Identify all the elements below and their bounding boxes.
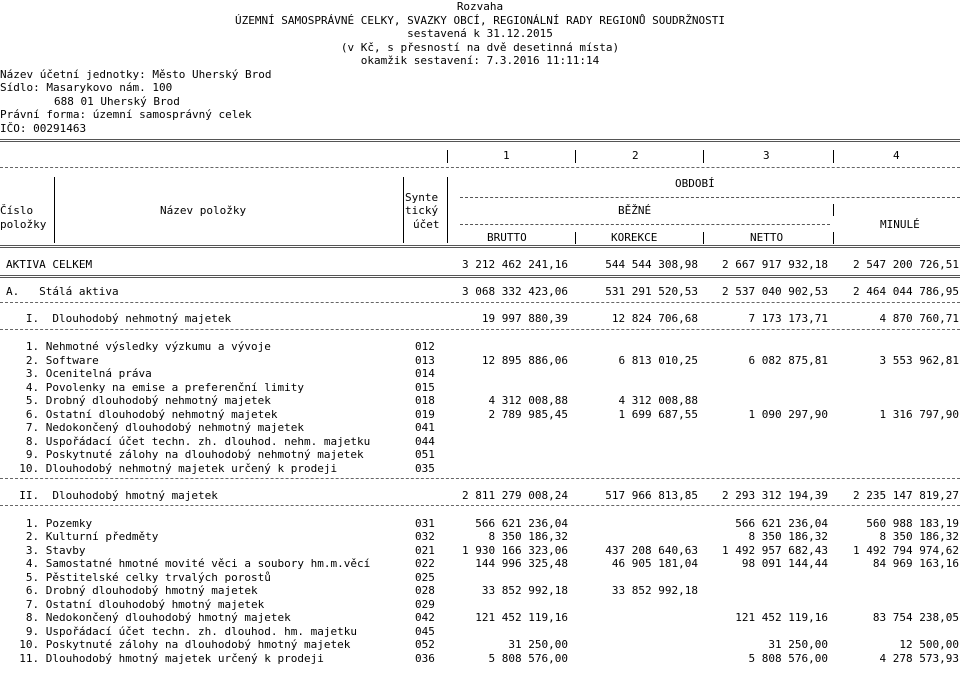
row-netto: 98 091 144,44 [741, 557, 828, 570]
row-netto: 1 090 297,90 [748, 407, 828, 421]
table-row [0, 367, 960, 381]
row-separator [0, 478, 960, 479]
col-num-3: 3 [763, 149, 770, 162]
row-minule: 8 350 186,32 [879, 530, 959, 543]
header-polozky: položky [0, 217, 47, 231]
row-korekce: 4 312 008,88 [618, 394, 698, 407]
row-separator [0, 302, 960, 303]
table-row [0, 421, 960, 435]
row-korekce: 1 699 687,55 [618, 407, 698, 421]
row-netto: 31 250,00 [768, 638, 828, 651]
row-minule: 4 278 573,93 [879, 651, 959, 665]
row-netto: 6 082 875,81 [748, 353, 828, 367]
row-label: 9. Poskytnuté zálohy na dlouhodobý nehmotný majetek [6, 448, 364, 461]
row-netto: 2 293 312 194,39 [722, 489, 828, 502]
row-minule: 4 870 760,71 [879, 312, 959, 325]
header-line-2 [0, 191, 960, 205]
row-netto: 2 667 917 932,18 [722, 258, 828, 271]
table-row [0, 517, 960, 531]
row-brutto: 566 621 236,04 [475, 516, 568, 530]
column-number-row [0, 149, 960, 163]
row-label: 8. Nedokončený dlouhodobý hmotný majetek [6, 611, 291, 624]
row-korekce: 46 905 181,04 [611, 557, 698, 570]
table-row [0, 258, 960, 272]
entity-name: Název účetní jednotky: Město Uherský Brod [0, 67, 272, 81]
row-label: 1. Nehmotné výsledky výzkumu a vývoje [6, 340, 271, 353]
row-account: 028 [415, 584, 435, 597]
row-brutto: 5 808 576,00 [488, 651, 568, 665]
row-account: 021 [415, 543, 435, 557]
header-line-1 [0, 177, 960, 191]
row-brutto: 33 852 992,18 [481, 584, 568, 597]
row-minule: 84 969 163,16 [872, 557, 959, 570]
row-separator-double [0, 275, 960, 278]
row-netto: 121 452 119,16 [735, 611, 828, 624]
row-account: 025 [415, 570, 435, 584]
row-brutto: 19 997 880,39 [481, 312, 568, 325]
doc-compiled-as-of: sestavená k 31.12.2015 [407, 27, 553, 40]
table-row [0, 285, 960, 299]
table-row [0, 312, 960, 326]
row-label: 2. Software [6, 353, 99, 367]
col-num-1: 1 [503, 149, 510, 162]
row-label: AKTIVA CELKEM [6, 258, 93, 271]
row-label: 8. Uspořádací účet techn. zh. dlouhod. nehm. majetku [6, 434, 371, 448]
entity-legal-form: Právní forma: územní samosprávný celek [0, 108, 252, 121]
row-account: 042 [415, 611, 435, 624]
table-row [0, 625, 960, 639]
row-netto: 2 537 040 902,53 [722, 285, 828, 298]
header-ticky: tický [405, 204, 439, 217]
row-netto: 5 808 576,00 [748, 651, 828, 665]
row-label: 1. Pozemky [6, 516, 93, 530]
row-minule: 560 988 183,19 [866, 516, 959, 530]
header-separator-dashed [0, 167, 960, 168]
col-num-2: 2 [632, 149, 639, 162]
table-row [0, 489, 960, 503]
row-account: 013 [415, 353, 435, 367]
header-cislo: Číslo [0, 204, 34, 217]
row-label: 3. Stavby [6, 543, 86, 557]
row-label: 4. Samostatné hmotné movité věci a soubory hm.m.věcí [6, 557, 371, 570]
row-account: 019 [415, 407, 435, 421]
table-row [0, 462, 960, 476]
header-line-4 [0, 218, 960, 232]
header-minule: MINULÉ [880, 217, 920, 231]
table-row [0, 584, 960, 598]
row-account: 029 [415, 597, 435, 611]
table-row [0, 435, 960, 449]
row-label: A. Stálá aktiva [6, 285, 119, 298]
row-brutto: 3 068 332 423,06 [462, 285, 568, 298]
row-label: 5. Drobný dlouhodobý nehmotný majetek [6, 394, 271, 407]
table-row [0, 611, 960, 625]
row-account: 036 [415, 651, 435, 665]
table-row [0, 408, 960, 422]
row-minule: 1 316 797,90 [879, 407, 959, 421]
row-brutto: 3 212 462 241,16 [462, 258, 568, 271]
table-row [0, 354, 960, 368]
row-account: 041 [415, 421, 435, 434]
row-label: 11. Dlouhodobý hmotný majetek určený k prodeji [6, 651, 324, 665]
row-separator [0, 505, 960, 506]
table-row [0, 381, 960, 395]
row-brutto: 1 930 166 323,06 [462, 543, 568, 557]
table-row [0, 571, 960, 585]
row-account: 031 [415, 516, 435, 530]
row-minule: 2 547 200 726,51 [853, 258, 959, 271]
row-korekce: 437 208 640,63 [605, 543, 698, 557]
row-label: 7. Ostatní dlouhodobý hmotný majetek [6, 597, 265, 611]
row-separator [0, 329, 960, 330]
row-label: 2. Kulturní předměty [6, 530, 159, 543]
row-account: 052 [415, 638, 435, 651]
row-label: 3. Ocenitelná práva [6, 367, 152, 380]
col-num-4: 4 [893, 149, 900, 162]
doc-units-note: (v Kč, s přesností na dvě desetinná místa) [340, 40, 620, 54]
row-brutto: 31 250,00 [508, 638, 568, 651]
row-account: 018 [415, 394, 435, 407]
row-label: 7. Nedokončený dlouhodobý nehmotný majetek [6, 421, 305, 434]
row-netto: 8 350 186,32 [748, 530, 828, 543]
table-row [0, 340, 960, 354]
row-label: I. Dlouhodobý nehmotný majetek [6, 312, 232, 325]
header-line-5 [0, 231, 960, 245]
table-row [0, 448, 960, 462]
row-label: 5. Pěstitelské celky trvalých porostů [6, 570, 271, 584]
row-label: II. Dlouhodobý hmotný majetek [6, 489, 218, 502]
row-label: 4. Povolenky na emise a preferenční limity [6, 380, 305, 394]
row-brutto: 8 350 186,32 [488, 530, 568, 543]
row-label: 6. Ostatní dlouhodobý nehmotný majetek [6, 407, 278, 421]
row-korekce: 6 813 010,25 [618, 353, 698, 367]
row-korekce: 517 966 813,85 [605, 489, 698, 502]
row-brutto: 4 312 008,88 [488, 394, 568, 407]
table-row [0, 530, 960, 544]
row-korekce: 33 852 992,18 [611, 584, 698, 597]
row-account: 032 [415, 530, 435, 543]
table-row [0, 652, 960, 666]
header-separator-double [0, 139, 960, 142]
row-account: 015 [415, 380, 435, 394]
row-minule: 2 464 044 786,95 [853, 285, 959, 298]
row-account: 044 [415, 434, 435, 448]
entity-address-2: 688 01 Uherský Brod [54, 94, 180, 108]
row-label: 6. Drobný dlouhodobý hmotný majetek [6, 584, 258, 597]
header-nazev: Název položky [160, 204, 247, 217]
header-synte: Synte [405, 190, 439, 204]
row-brutto: 144 996 325,48 [475, 557, 568, 570]
doc-title: Rozvaha [456, 0, 504, 13]
row-account: 022 [415, 557, 435, 570]
row-netto: 1 492 957 682,43 [722, 543, 828, 557]
header-korekce: KOREKCE [611, 231, 658, 244]
row-korekce: 531 291 520,53 [605, 285, 698, 298]
header-separator-double [0, 245, 960, 248]
row-label: 10. Poskytnuté zálohy na dlouhodobý hmotný majetek [6, 638, 351, 651]
header-ucet: účet [413, 217, 440, 231]
header-bezne: BĚŽNÉ [618, 204, 652, 217]
table-row [0, 598, 960, 612]
row-label: 10. Dlouhodobý nehmotný majetek určený k prodeji [6, 461, 338, 475]
row-korekce: 544 544 308,98 [605, 258, 698, 271]
row-account: 051 [415, 448, 435, 461]
row-brutto: 12 895 886,06 [481, 353, 568, 367]
row-netto: 566 621 236,04 [735, 516, 828, 530]
table-row [0, 544, 960, 558]
row-minule: 2 235 147 819,27 [853, 489, 959, 502]
row-account: 045 [415, 624, 435, 638]
row-netto: 7 173 173,71 [748, 312, 828, 325]
row-korekce: 12 824 706,68 [611, 312, 698, 325]
row-minule: 3 553 962,81 [879, 353, 959, 367]
table-row [0, 394, 960, 408]
doc-subtitle: ÚZEMNÍ SAMOSPRÁVNÉ CELKY, SVAZKY OBCÍ, REGIONÁLNÍ RADY REGIONŮ SOUDRŽNOSTI [234, 13, 726, 27]
doc-compiled-at: okamžik sestavení: 7.3.2016 11:11:14 [360, 54, 600, 67]
header-brutto: BRUTTO [487, 231, 527, 244]
table-row [0, 557, 960, 571]
table-row [0, 638, 960, 652]
entity-ico: IČO: 00291463 [0, 121, 87, 135]
row-minule: 12 500,00 [899, 638, 959, 651]
entity-address-1: Sídlo: Masarykovo nám. 100 [0, 81, 173, 94]
row-brutto: 2 811 279 008,24 [462, 489, 568, 502]
row-minule: 83 754 238,05 [872, 611, 959, 624]
header-line-3 [0, 204, 960, 218]
row-account: 035 [415, 461, 435, 475]
row-minule: 1 492 794 974,62 [853, 543, 959, 557]
row-brutto: 2 789 985,45 [488, 407, 568, 421]
row-brutto: 121 452 119,16 [475, 611, 568, 624]
row-account: 012 [415, 340, 435, 353]
row-label: 9. Uspořádací účet techn. zh. dlouhod. hm. majetku [6, 624, 357, 638]
header-netto: NETTO [750, 231, 784, 244]
row-account: 014 [415, 367, 435, 380]
header-obdobi: OBDOBÍ [675, 177, 715, 190]
